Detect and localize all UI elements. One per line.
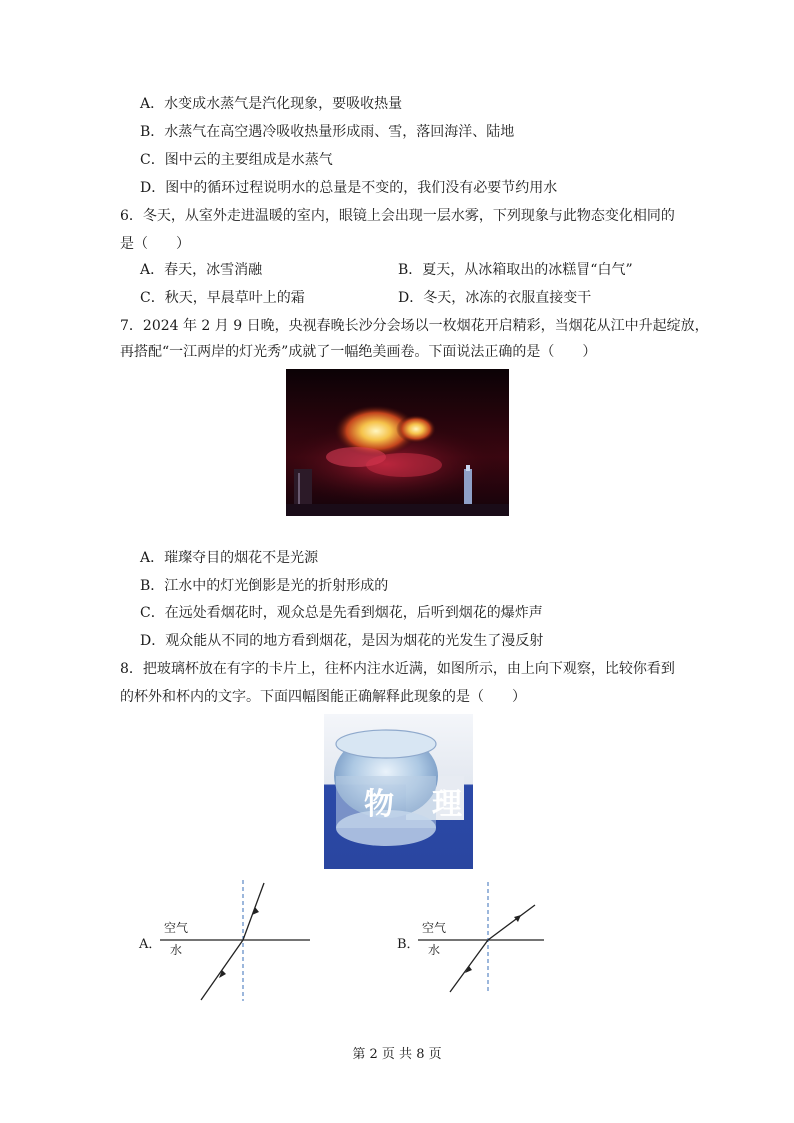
q5-option-b: B．水蒸气在高空遇冷吸收热量形成雨、雪，落回海洋、陆地: [140, 124, 515, 140]
diagram-b-air-label: 空气: [422, 921, 447, 935]
diagram-b-refracted-ray: [488, 905, 535, 940]
q7-option-c: C．在远处看烟花时，观众总是先看到烟花，后听到烟花的爆炸声: [140, 605, 543, 621]
q8-stem-line2: 的杯外和杯内的文字。下面四幅图能正确解释此现象的是（ ）: [120, 689, 526, 705]
fireworks-illustration: [286, 369, 509, 516]
q6-option-c: C．秋天，早晨草叶上的霜: [140, 290, 305, 306]
diagram-b-label: B．: [397, 937, 420, 952]
q5-option-d: D．图中的循环过程说明水的总量是不变的，我们没有必要节约用水: [140, 180, 558, 196]
q7-option-d: D．观众能从不同的地方看到烟花，是因为烟花的光发生了漫反射: [140, 633, 544, 649]
diagram-a-water-label: 水: [170, 943, 183, 957]
q6-option-b: B．夏天，从冰箱取出的冰糕冒“白气”: [398, 262, 633, 278]
q5-option-c: C．图中云的主要组成是水蒸气: [140, 152, 333, 168]
q8-stem-line1: 8．把玻璃杯放在有字的卡片上，往杯内注水近满，如图所示，由上向下观察，比较你看到: [120, 661, 675, 677]
glass-photo: [324, 714, 473, 869]
photo-char-wu: 物: [364, 787, 394, 822]
diagram-b-refraction: [418, 878, 548, 996]
diagram-b-arrow-upper: [514, 915, 521, 922]
q5-option-a: A．水变成水蒸气是汽化现象，要吸收热量: [140, 96, 403, 112]
q6-option-d: D．冬天，冰冻的衣服直接变干: [398, 290, 592, 306]
diagram-a-label: A．: [139, 937, 162, 952]
q6-stem-line1: 6．冬天，从室外走进温暖的室内，眼镜上会出现一层水雾，下列现象与此物态变化相同的: [120, 208, 675, 224]
fireworks-photo: [286, 369, 509, 516]
q7-option-b: B．江水中的灯光倒影是光的折射形成的: [140, 578, 389, 594]
q7-stem-line1: 7．2024 年 2 月 9 日晚，央视春晚长沙分会场以一枚烟花开启精彩，当烟花从江中升起绽放，: [120, 318, 709, 334]
diagram-a-refraction: [160, 878, 310, 1003]
q7-option-a: A．璀璨夺目的烟花不是光源: [140, 550, 319, 566]
q6-stem-line2: 是（ ）: [120, 236, 190, 252]
glass-illustration: [324, 714, 473, 869]
diagram-a-arrow-up: [219, 970, 226, 978]
photo-char-li: 理: [432, 787, 462, 822]
q6-option-a: A．春天，冰雪消融: [140, 262, 263, 278]
diagram-a-air-label: 空气: [164, 921, 189, 935]
diagram-b-water-label: 水: [428, 943, 441, 957]
q7-stem-line2: 再搭配“一江两岸的灯光秀”成就了一幅绝美画卷。下面说法正确的是（ ）: [120, 344, 597, 360]
page-footer: 第 2 页 共 8 页: [352, 1047, 442, 1062]
